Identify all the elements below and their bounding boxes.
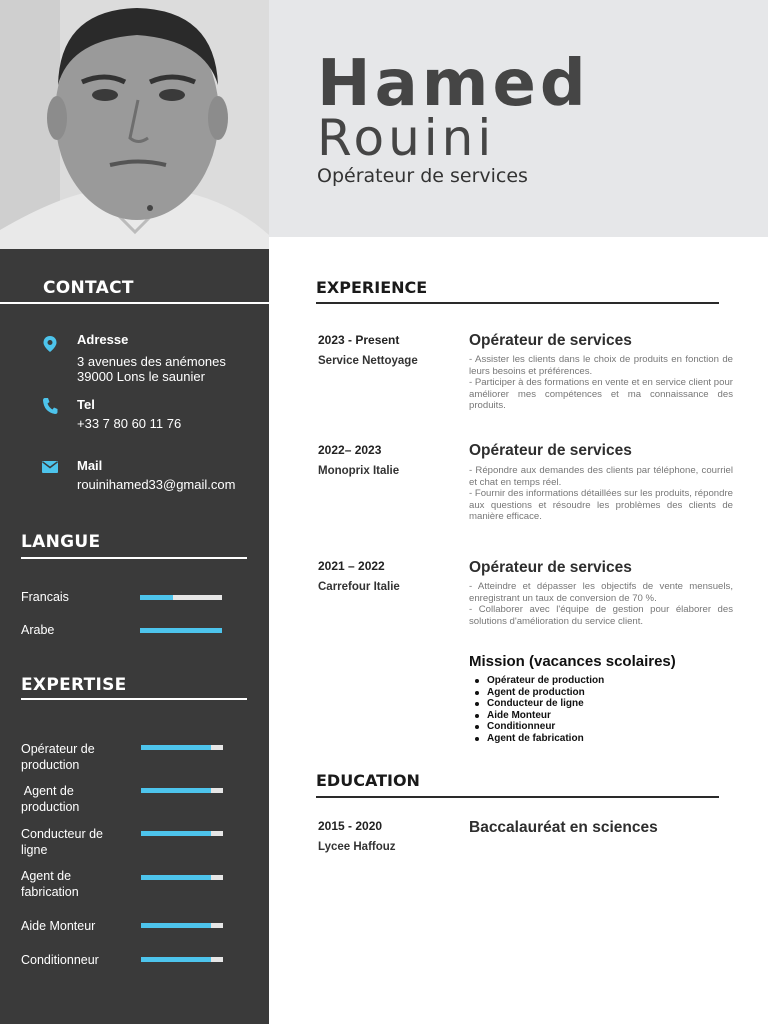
- mission-list: [469, 675, 604, 744]
- list-item: Agent de production: [469, 687, 604, 699]
- list-item: Conducteur de ligne: [469, 698, 604, 710]
- language-name: Francais: [21, 590, 69, 604]
- experience-date: 2022– 2023: [318, 443, 382, 457]
- address-line2: 39000 Lons le saunier: [77, 369, 205, 384]
- expertise-level-fill: [141, 875, 211, 880]
- expertise-level-fill: [141, 788, 211, 793]
- expertise-name: Conducteur de ligne: [21, 827, 104, 857]
- langue-divider: [21, 557, 247, 559]
- profile-photo: [0, 0, 269, 249]
- expertise-name: Agent de fabrication: [21, 869, 79, 899]
- expertise-level-fill: [141, 831, 211, 836]
- expertise-divider: [21, 698, 247, 700]
- mail-icon: [42, 460, 58, 476]
- list-item: Conditionneur: [469, 721, 604, 733]
- list-item: Agent de fabrication: [469, 733, 604, 745]
- mission-title: Mission (vacances scolaires): [469, 653, 676, 670]
- education-heading: EDUCATION: [316, 771, 420, 790]
- education-school: Lycee Haffouz: [318, 841, 396, 853]
- expertise-level-fill: [141, 923, 211, 928]
- expertise-name: Agent de production: [21, 784, 80, 814]
- language-name: Arabe: [21, 623, 55, 637]
- language-level-fill: [140, 628, 222, 633]
- location-pin-icon: [42, 335, 58, 351]
- expertise-name: Aide Monteur: [21, 919, 96, 933]
- experience-description: - Répondre aux demandes des clients par téléphone, courriel et chat en temps réel. - Fournir des informations détaillées sur les produits, répondre aux questions et résoudre les problèmes des clients de manière efficace.: [469, 465, 733, 522]
- language-level-fill: [140, 595, 173, 600]
- language-level-bar: [140, 628, 222, 633]
- list-item: Opérateur de production: [469, 675, 604, 687]
- experience-divider: [316, 302, 719, 304]
- phone-icon: [42, 397, 58, 413]
- contact-divider: [0, 302, 269, 304]
- experience-role: Opérateur de services: [469, 332, 632, 349]
- tel-label: Tel: [77, 397, 95, 412]
- education-date: 2015 - 2020: [318, 819, 383, 833]
- experience-date: 2023 - Present: [318, 333, 400, 347]
- expertise-level-fill: [141, 745, 211, 750]
- expertise-level-fill: [141, 957, 211, 962]
- expertise-level-bar: [141, 788, 223, 793]
- mail-label: Mail: [77, 458, 103, 473]
- experience-date: 2021 – 2022: [318, 559, 385, 573]
- experience-description: - Atteindre et dépasser les objectifs de vente mensuels, enregistrant un taux de conversion de 70 %. - Collaborer avec l'équipe de gestion pour élaborer des solutions d'amélioration du service client.: [469, 581, 733, 627]
- experience-role: Opérateur de services: [469, 442, 632, 459]
- experience-company: Service Nettoyage: [318, 355, 418, 367]
- expertise-level-bar: [141, 875, 223, 880]
- expertise-level-bar: [141, 745, 223, 750]
- first-name: Hamed: [317, 47, 590, 121]
- address-line1: 3 avenues des anémones: [77, 354, 226, 369]
- mail-value[interactable]: rouinihamed33@gmail.com: [77, 477, 236, 492]
- list-item: Aide Monteur: [469, 710, 604, 722]
- experience-description: - Assister les clients dans le choix de produits en fonction de leurs besoins et préférences. - Participer à des formations en vente et en service client pour améliorer mes compétences et ma connaissance des produits.: [469, 354, 733, 411]
- language-level-bar: [140, 595, 222, 600]
- experience-heading: EXPERIENCE: [316, 278, 428, 297]
- contact-heading: CONTACT: [43, 278, 134, 298]
- last-name: Rouini: [317, 109, 496, 167]
- experience-company: Carrefour Italie: [318, 581, 400, 593]
- expertise-level-bar: [141, 923, 223, 928]
- expertise-name: Opérateur de production: [21, 742, 95, 772]
- experience-company: Monoprix Italie: [318, 465, 400, 477]
- expertise-name: Conditionneur: [21, 953, 99, 967]
- tel-value[interactable]: +33 7 80 60 11 76: [77, 416, 182, 431]
- education-degree: Baccalauréat en sciences: [469, 819, 658, 836]
- expertise-level-bar: [141, 957, 223, 962]
- address-label: Adresse: [77, 332, 129, 347]
- expertise-heading: EXPERTISE: [21, 675, 127, 695]
- langue-heading: LANGUE: [21, 532, 101, 552]
- expertise-level-bar: [141, 831, 223, 836]
- education-divider: [316, 796, 719, 798]
- experience-role: Opérateur de services: [469, 559, 632, 576]
- job-title: Opérateur de services: [317, 165, 528, 187]
